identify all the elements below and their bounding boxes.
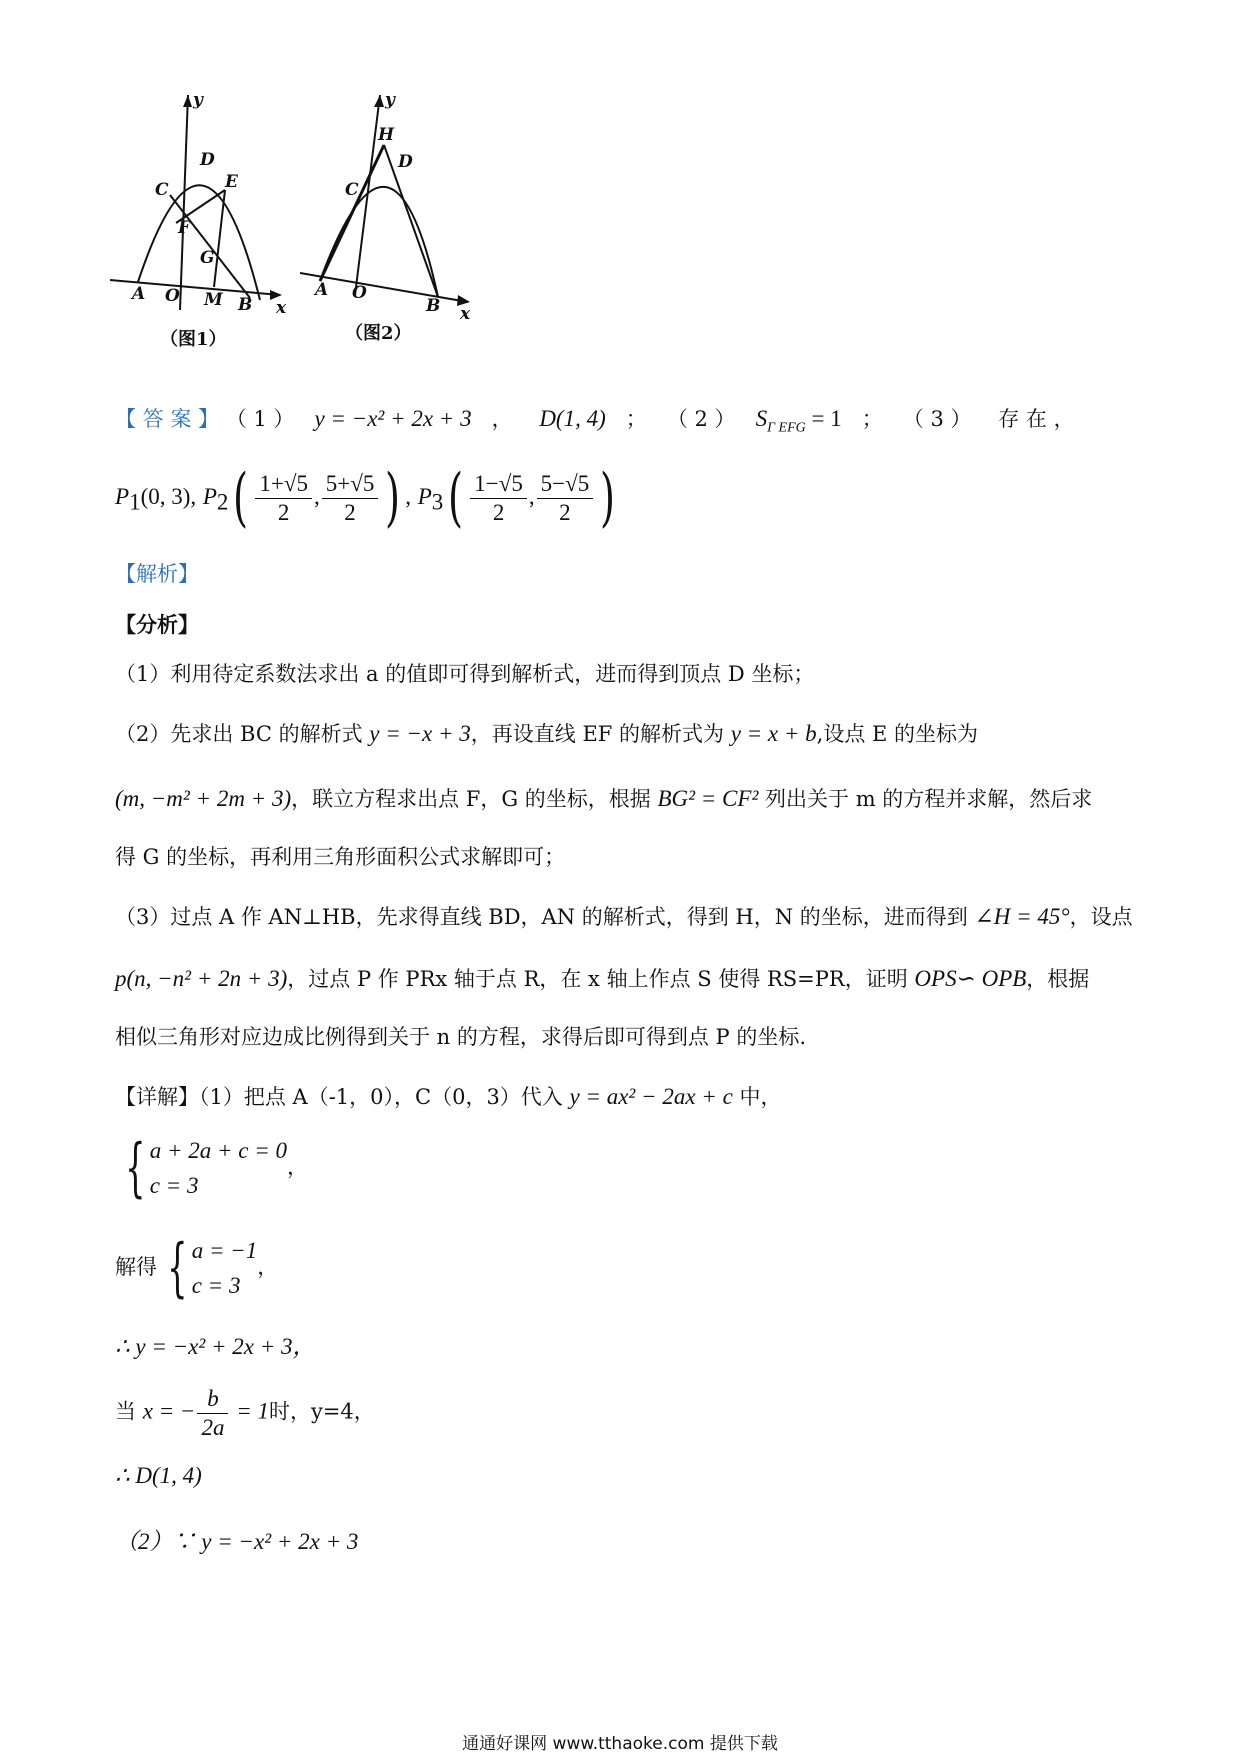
analysis-line-6: p(n, −n² + 2n + 3)，过点 P 作 PRx 轴于点 R，在 x 轴上作点 S 使得 RS=PR，证明 OPS∽ OPB，根据 (115, 966, 1090, 991)
fig1-label-y: y (193, 95, 203, 110)
detail-system-2: 解得 { a = −1 c = 3 ， (115, 1231, 279, 1305)
fig2-label-y: y (385, 95, 395, 110)
figure-2 (300, 95, 490, 355)
fig1-label-a: A (132, 284, 146, 304)
fig1-label-d: D (200, 150, 215, 170)
detail-system-1: { a + 2a + c = 0 c = 3 ， (125, 1131, 308, 1205)
fig1-label-c: C (155, 180, 169, 200)
analysis-line-1: （1）利用待定系数法求出 a 的值即可得到解析式，进而得到顶点 D 坐标； (115, 662, 815, 686)
fig1-label-x: x (276, 298, 287, 318)
footer: 通通好课网 www.tthaoke.com 提供下载 (462, 1734, 778, 1754)
p3-y-numerator: 5−√5 (537, 470, 594, 499)
fig1-label-g: G (200, 248, 215, 268)
fenxi-heading: 【分析】 (115, 612, 199, 637)
detail-therefore-1: ∴ y = −x² + 2x + 3， (115, 1334, 316, 1359)
fig1-label-f: F (178, 218, 191, 238)
fig2-label-a: A (315, 280, 329, 300)
answer-eq1: y = −x² + 2x + 3 (314, 406, 472, 431)
fig1-caption: （图1） (160, 329, 227, 350)
answer-line-1 (115, 405, 1075, 437)
fig2-label-x: x (460, 304, 471, 324)
analysis-line-3: (m, −m² + 2m + 3)，联立方程求出点 F，G 的坐标，根据 BG² = CF² 列出关于 m 的方程并求解，然后求 (115, 786, 1093, 811)
fig2-label-c: C (345, 180, 359, 200)
fig2-label-b: B (426, 296, 441, 316)
detail-therefore-2: ∴ D(1, 4) (115, 1463, 202, 1488)
answer-area: $S_{\Gamma EFG} = 1$ (755, 406, 842, 436)
answer-line-2: $P_1(0$, 3), $P_2$( $\frac{1+√5}{2}$ , $\frac{5+√5}{2}$ ) , $P_3$( $\frac{1-√5}{2}$ , $\frac{5-√5}{2}$ ) (115, 461, 616, 535)
answer-part3-label: （ 3 ） (902, 407, 972, 431)
answer-sep1: ， (491, 407, 513, 431)
p2-y-numerator: 5+√5 (322, 470, 379, 499)
analysis-line-5: （3）过点 A 作 AN⊥HB，先求得直线 BD，AN 的解析式，得到 H，N 的坐标，进而得到 ∠H = 45°，设点 (115, 904, 1133, 929)
figure-1 (110, 95, 300, 355)
answer-exist: 存 在 ， (998, 407, 1075, 431)
p2-x-numerator: 1+√5 (255, 470, 312, 499)
detail-when-line: 当 x = − $\frac{b}{2a}$ = 1时，y=4， (115, 1386, 375, 1440)
fig1-label-b: B (238, 295, 253, 315)
detail-line-1: 【详解】（1）把点 A（-1，0），C（0，3）代入 y = ax² − 2ax + c 中， (115, 1084, 782, 1109)
analysis-line-2: （2）先求出 BC 的解析式 y = −x + 3，再设直线 EF 的解析式为 y = x + b,设点 E 的坐标为 (115, 721, 979, 746)
fig1-label-e: E (225, 172, 238, 192)
fig1-label-m: M (204, 290, 223, 310)
jiexi-heading: 【解析】 (115, 562, 199, 586)
answer-part1-label: （ 1 ） (225, 407, 295, 431)
fig2-label-d: D (398, 152, 413, 172)
analysis-line-7: 相似三角形对应边成比例得到关于 n 的方程，求得后即可得到点 P 的坐标. (115, 1025, 807, 1049)
detail-part2: （2）∵ y = −x² + 2x + 3 (115, 1529, 359, 1554)
answer-sep3: ； (861, 407, 883, 431)
answer-tag: 【 答 案 】 (115, 407, 220, 431)
p3-x-numerator: 1−√5 (470, 470, 527, 499)
answer-d: D(1, 4) (539, 406, 606, 431)
fig2-label-o: O (352, 283, 367, 303)
answer-part2-label: （ 2 ） (666, 407, 736, 431)
analysis-line-4: 得 G 的坐标，再利用三角形面积公式求解即可； (115, 845, 566, 869)
fig1-label-o: O (165, 286, 180, 306)
fig2-caption: （图2） (345, 323, 412, 344)
answer-sep2: ； (625, 407, 647, 431)
fig2-label-h: H (378, 125, 395, 145)
